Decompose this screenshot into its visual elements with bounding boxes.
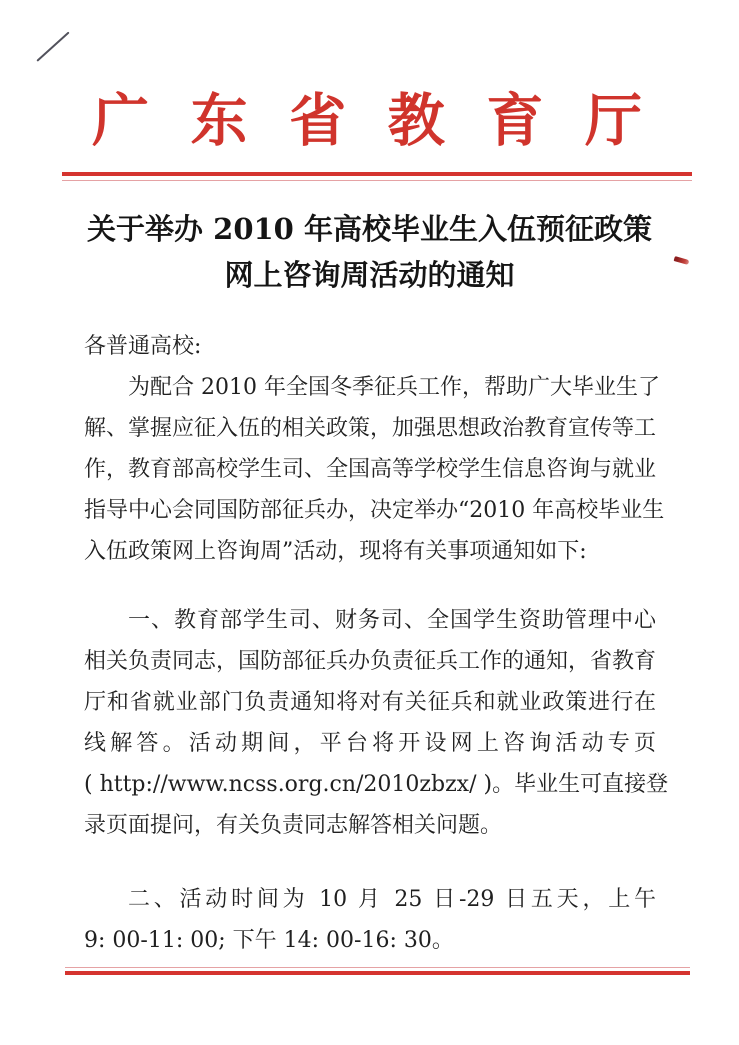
- document-body: [84, 326, 669, 961]
- body-line: 二、活动时间为 10 月 25 日-29 日五天，上午: [128, 887, 656, 912]
- body-line: 作，教育部高校学生司、全国高等学校学生信息咨询与就业: [84, 457, 657, 482]
- body-line: 一、教育部学生司、财务司、全国学生资助管理中心: [128, 608, 656, 633]
- paragraph-3: [84, 879, 656, 961]
- letterhead-rule: [62, 172, 692, 181]
- pen-mark-artifact: [36, 31, 69, 61]
- body-line: 厅和省就业部门负责通知将对有关征兵和就业政策进行在: [84, 690, 656, 715]
- agency-char: 厅: [584, 87, 642, 154]
- agency-char: 育: [486, 87, 544, 154]
- body-line-url: ( http://www.ncss.org.cn/2010zbzx/ )。毕业生可直接登: [84, 772, 669, 797]
- agency-char: 东: [190, 87, 248, 154]
- paragraph-1: [84, 367, 665, 572]
- agency-char: 省: [289, 87, 347, 154]
- agency-char: 广: [92, 87, 149, 154]
- body-line: 解、掌握应征入伍的相关政策，加强思想政治教育宣传等工: [84, 416, 657, 441]
- body-line: 指导中心会同国防部征兵办，决定举办“2010 年高校毕业生: [84, 498, 665, 523]
- document-title: [0, 206, 739, 298]
- body-line: 录页面提问，有关负责同志解答相关问题。: [84, 813, 503, 838]
- footer-rule: [65, 967, 690, 975]
- body-line: 为配合 2010 年全国冬季征兵工作，帮助广大毕业生了: [128, 375, 660, 400]
- body-line: 9: 00-11: 00; 下午 14: 00-16: 30。: [84, 928, 454, 953]
- document-title-line-2: 网上咨询周活动的通知: [224, 258, 515, 292]
- body-line: 入伍政策网上咨询周”活动，现将有关事项通知如下:: [84, 539, 587, 564]
- paragraph-2: [84, 600, 669, 846]
- document-title-line-1: 关于举办 2010 年高校毕业生入伍预征政策: [87, 212, 652, 246]
- agency-letterhead: [92, 86, 642, 156]
- salutation: 各普通高校:: [84, 334, 202, 359]
- body-line: 线解答。活动期间，平台将开设网上咨询活动专页: [84, 731, 656, 756]
- body-line: 相关负责同志，国防部征兵办负责征兵工作的通知，省教育: [84, 649, 657, 674]
- agency-char: 教: [387, 87, 445, 154]
